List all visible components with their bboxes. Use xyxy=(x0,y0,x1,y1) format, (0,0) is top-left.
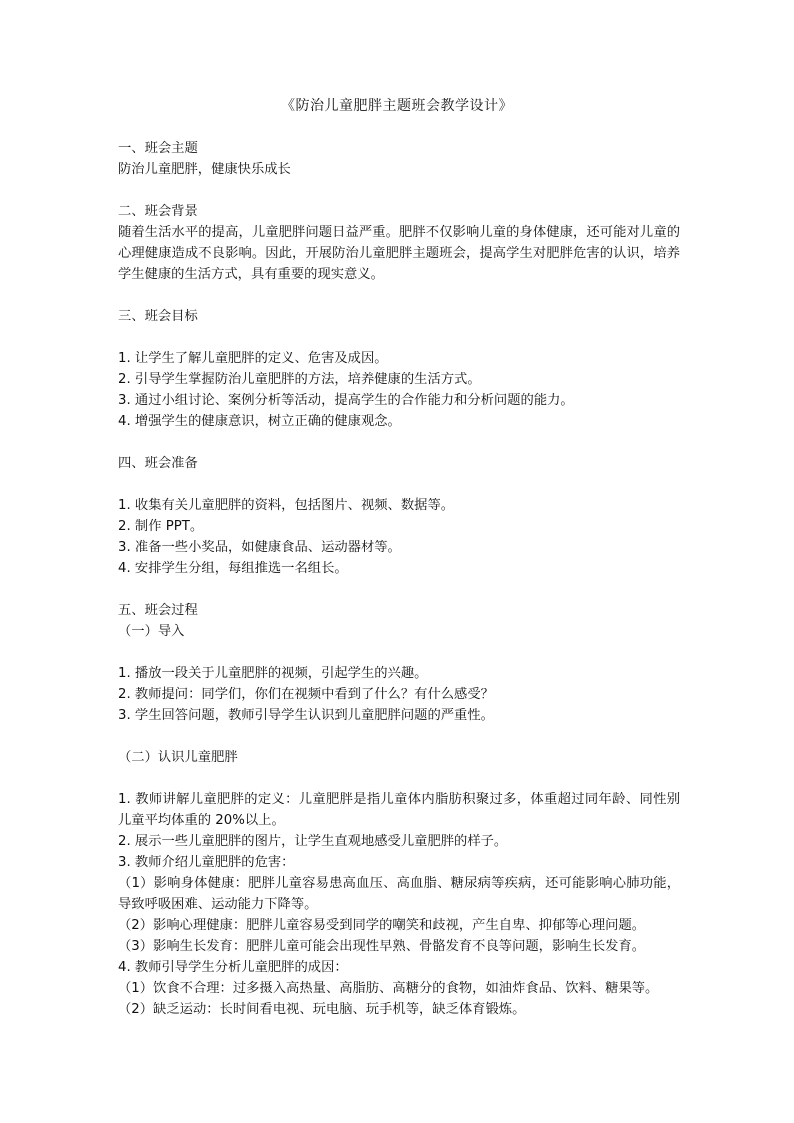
understanding-item-3: 3. 教师介绍儿童肥胖的危害： xyxy=(118,855,295,870)
section-5-heading: 五、班会过程 xyxy=(118,603,198,618)
goal-item-4: 4. 增强学生的健康意识，树立正确的健康观念。 xyxy=(118,414,401,429)
cause-item-2: （2）缺乏运动：长时间看电视、玩电脑、玩手机等，缺乏体育锻炼。 xyxy=(118,1002,526,1017)
prep-item-2: 2. 制作 PPT。 xyxy=(118,519,204,534)
harm-item-1: （1）影响身体健康：肥胖儿童容易患高血压、高血脂、糖尿病等疾病，还可能影响心肺功能，导致呼吸困难、运动能力下降等。 xyxy=(118,876,680,912)
section-1-heading: 一、班会主题 xyxy=(118,141,198,156)
understanding-item-1: 1. 教师讲解儿童肥胖的定义：儿童肥胖是指儿童体内脂肪积聚过多，体重超过同年龄、同性别儿童平均体重的 20%以上。 xyxy=(118,792,680,828)
document-body xyxy=(118,138,680,1020)
intro-item-1: 1. 播放一段关于儿童肥胖的视频，引起学生的兴趣。 xyxy=(118,666,428,681)
prep-item-1: 1. 收集有关儿童肥胖的资料，包括图片、视频、数据等。 xyxy=(118,498,455,513)
cause-item-1: （1）饮食不合理：过多摄入高热量、高脂肪、高糖分的食物，如油炸食品、饮料、糖果等。 xyxy=(118,981,659,996)
harm-item-2: （2）影响心理健康：肥胖儿童容易受到同学的嘲笑和歧视，产生自卑、抑郁等心理问题。 xyxy=(118,918,646,933)
document-title: 《防治儿童肥胖主题班会教学设计》 xyxy=(281,98,513,114)
harm-item-3: （3）影响生长发育：肥胖儿童可能会出现性早熟、骨骼发育不良等问题，影响生长发育。 xyxy=(118,939,646,954)
subsection-intro-heading: （一）导入 xyxy=(118,624,185,639)
intro-item-2: 2. 教师提问：同学们，你们在视频中看到了什么？有什么感受？ xyxy=(118,687,494,702)
prep-item-4: 4. 安排学生分组，每组推选一名组长。 xyxy=(118,561,348,576)
goal-item-2: 2. 引导学生掌握防治儿童肥胖的方法，培养健康的生活方式。 xyxy=(118,372,481,387)
section-3-heading: 三、班会目标 xyxy=(118,309,198,324)
understanding-item-2: 2. 展示一些儿童肥胖的图片，让学生直观地感受儿童肥胖的样子。 xyxy=(118,834,508,849)
goal-item-1: 1. 让学生了解儿童肥胖的定义、危害及成因。 xyxy=(118,351,388,366)
section-4-heading: 四、班会准备 xyxy=(118,456,198,471)
understanding-item-4: 4. 教师引导学生分析儿童肥胖的成因： xyxy=(118,960,348,975)
section-2-text: 随着生活水平的提高，儿童肥胖问题日益严重。肥胖不仅影响儿童的身体健康，还可能对儿童的心理健康造成不良影响。因此，开展防治儿童肥胖主题班会，提高学生对肥胖危害的认识，培养学生健康的生活方式，具有重要的现实意义。 xyxy=(118,225,680,282)
section-1-text: 防治儿童肥胖，健康快乐成长 xyxy=(118,162,291,177)
intro-item-3: 3. 学生回答问题，教师引导学生认识到儿童肥胖问题的严重性。 xyxy=(118,708,494,723)
section-2-heading: 二、班会背景 xyxy=(118,204,198,219)
goal-item-3: 3. 通过小组讨论、案例分析等活动，提高学生的合作能力和分析问题的能力。 xyxy=(118,393,574,408)
prep-item-3: 3. 准备一些小奖品，如健康食品、运动器材等。 xyxy=(118,540,401,555)
subsection-understanding-heading: （二）认识儿童肥胖 xyxy=(118,750,238,765)
